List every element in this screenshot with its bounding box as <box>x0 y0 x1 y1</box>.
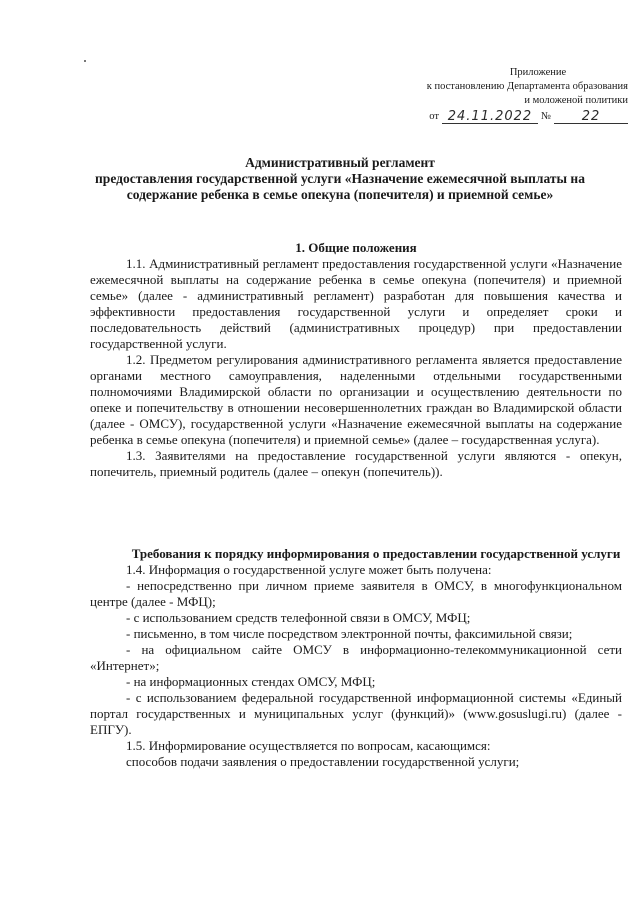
list-item: - непосредственно при личном приеме заявителя в ОМСУ, в многофункциональном центре (далее - МФЦ); <box>90 578 622 609</box>
list-item: - с использованием федеральной государственной информационной системы «Единый портал государственных и муниципальных услуг (функций)» (www.gosuslugi.ru) (далее - ЕПГУ). <box>90 690 622 737</box>
scan-mark <box>84 60 86 62</box>
paragraph-1-2: 1.2. Предметом регулирования административного регламента является предоставление органами местного самоуправления, наделенными отдельными государственными полномочиями Владимирской области по организации и осуществлению деятельности по опеке и попечительству в отношении несовершеннолетних граждан во Владимирской области (далее - ОМСУ), государственной услуги «Назначение ежемесячной выплаты на содержание ребенка в семье опекуна (попечителя) и приемной семье» (далее – государственная услуга). <box>90 352 622 447</box>
list-item: - письменно, в том числе посредством электронной почты, факсимильной связи; <box>126 626 573 641</box>
appendix-date-row <box>388 110 628 124</box>
section-informing <box>90 546 622 770</box>
paragraph-1-1: 1.1. Административный регламент предоставления государственной услуги «Назначение ежемесячной выплаты на содержание ребенка в семье опекуна (попечителя) и приемной семье» (далее - административный регламент) разработан для повышения качества и эффективности предоставления государственной услуги и определяет сроки и последовательность действий (административных процедур) при предоставлении государственной услуги. <box>90 256 622 351</box>
list-item: - на информационных стендах ОМСУ, МФЦ; <box>126 674 376 689</box>
appendix-block <box>388 66 628 124</box>
paragraph-1-5-item: способов подачи заявления о предоставлении государственной услуги; <box>126 754 520 769</box>
appendix-line-2: и моложеной политики <box>524 95 628 106</box>
section-heading-informing: Требования к порядку информирования о предоставлении государственной услуги <box>131 546 621 561</box>
list-item: - на официальном сайте ОМСУ в информационно-телекоммуникационной сети «Интернет»; <box>90 642 622 673</box>
paragraph-1-5: 1.5. Информирование осуществляется по вопросам, касающимся: <box>126 738 491 753</box>
appendix-line-1: к постановлению Департамента образования <box>426 81 628 92</box>
handwritten-date: 24.11.2022 <box>442 110 538 124</box>
list-item: - с использованием средств телефонной связи в ОМСУ, МФЦ; <box>126 610 471 625</box>
from-label: от <box>429 111 439 122</box>
section-general <box>90 240 622 480</box>
paragraph-1-4: 1.4. Информация о государственной услуге может быть получена: <box>126 562 492 577</box>
number-label: № <box>540 111 551 122</box>
paragraph-1-3: 1.3. Заявителями на предоставление государственной услуги являются - опекун, попечитель, приемный родитель (далее – опекун (попечитель)). <box>90 448 622 479</box>
title-line-1: Административный регламент <box>245 155 435 170</box>
section-heading-general: 1. Общие положения <box>295 240 417 255</box>
title-line-2: предоставления государственной услуги «Назначение ежемесячной выплаты на содержание ребенка в семье опекуна (попечителя) и приемной семье» <box>95 171 585 202</box>
document-title <box>90 155 590 203</box>
handwritten-number: 22 <box>554 110 628 124</box>
appendix-title: Приложение <box>509 67 567 78</box>
